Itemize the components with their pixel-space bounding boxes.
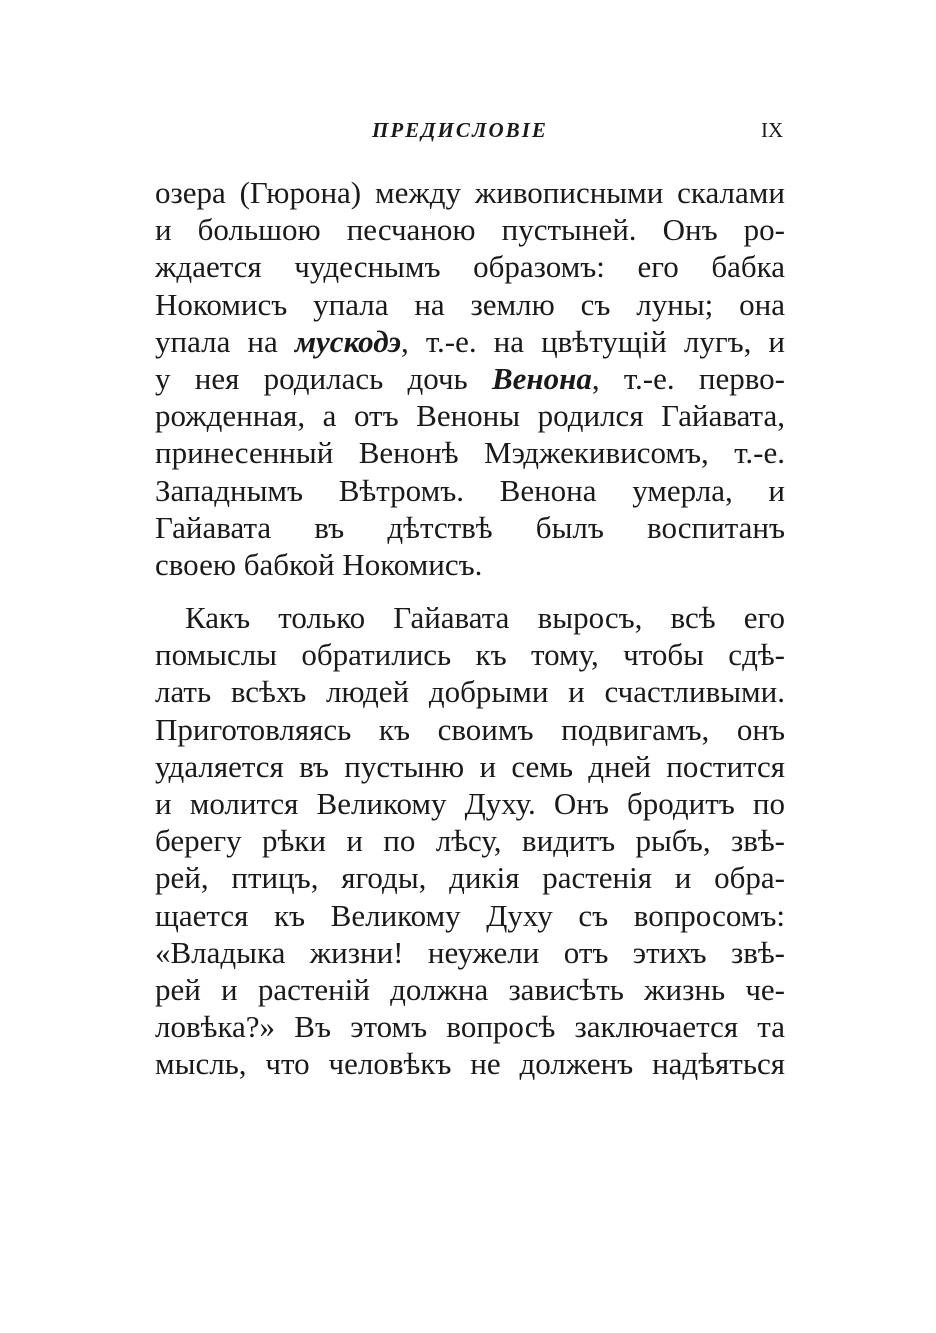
text-line [155,360,785,397]
text-line: щается къ Великому Духу съ вопросомъ: [155,897,785,933]
text-line: Гайавата въ дѣтствѣ былъ воспитанъ [155,509,785,545]
text-line: Приготовляясь къ своимъ подвигамъ, онъ [155,711,785,747]
text-run: , т.-е. перво- [591,360,786,396]
text-line: «Владыка жизни! неужели отъ этихъ звѣ- [155,934,785,970]
text-run: упала на [155,323,295,359]
running-title: ПРЕДИСЛОВІЕ [372,118,548,142]
text-line: рей, птицъ, ягоды, дикія растенія и обра- [155,860,785,896]
text-line [155,323,785,360]
emphasized-term: Венона [491,360,592,396]
text-line: принесенный Венонѣ Мэджекивисомъ, т.-е. [155,435,785,471]
text-line: мысль, что человѣкъ не долженъ надѣяться [155,1046,785,1082]
page-number: IX [761,118,784,142]
text-line: рожденная, а отъ Веноны родился Гайавата, [155,398,785,434]
text-line: озера (Гюрона) между живописными скалами [155,175,785,210]
text-line: помыслы обратились къ тому, чтобы сдѣ- [155,637,785,673]
text-line: ловѣка?» Въ этомъ вопросѣ заключается та [155,1009,785,1045]
text-line: берегу рѣки и по лѣсу, видитъ рыбъ, звѣ- [155,823,785,859]
text-run: у нея родилась дочь [155,360,492,396]
text-line: ждается чудеснымъ образомъ: его бабка [155,249,785,285]
text-line: рей и растеній должна зависѣть жизнь че- [155,971,785,1007]
text-line: лать всѣхъ людей добрыми и счастливыми. [155,674,785,710]
text-run: , т.-е. на цвѣтущій лугъ, и [401,323,785,359]
paragraph-break [155,583,785,599]
text-line: Нокомисъ упала на землю съ луны; она [155,286,785,322]
emphasized-term: мускодэ [294,323,402,359]
text-line: своею бабкой Нокомисъ. [155,546,483,582]
text-line: и молится Великому Духу. Онъ бродитъ по [155,786,785,821]
running-head [0,118,936,152]
text-line: Какъ только Гайавата выросъ, всѣ его [185,600,785,636]
text-line: Западнымъ Вѣтромъ. Венона умерла, и [155,472,785,508]
text-line: и большою песчаною пустыней. Онъ ро- [155,212,785,248]
text-line: удаляется въ пустыню и семь дней постится [155,748,785,784]
body-text [155,174,785,1083]
